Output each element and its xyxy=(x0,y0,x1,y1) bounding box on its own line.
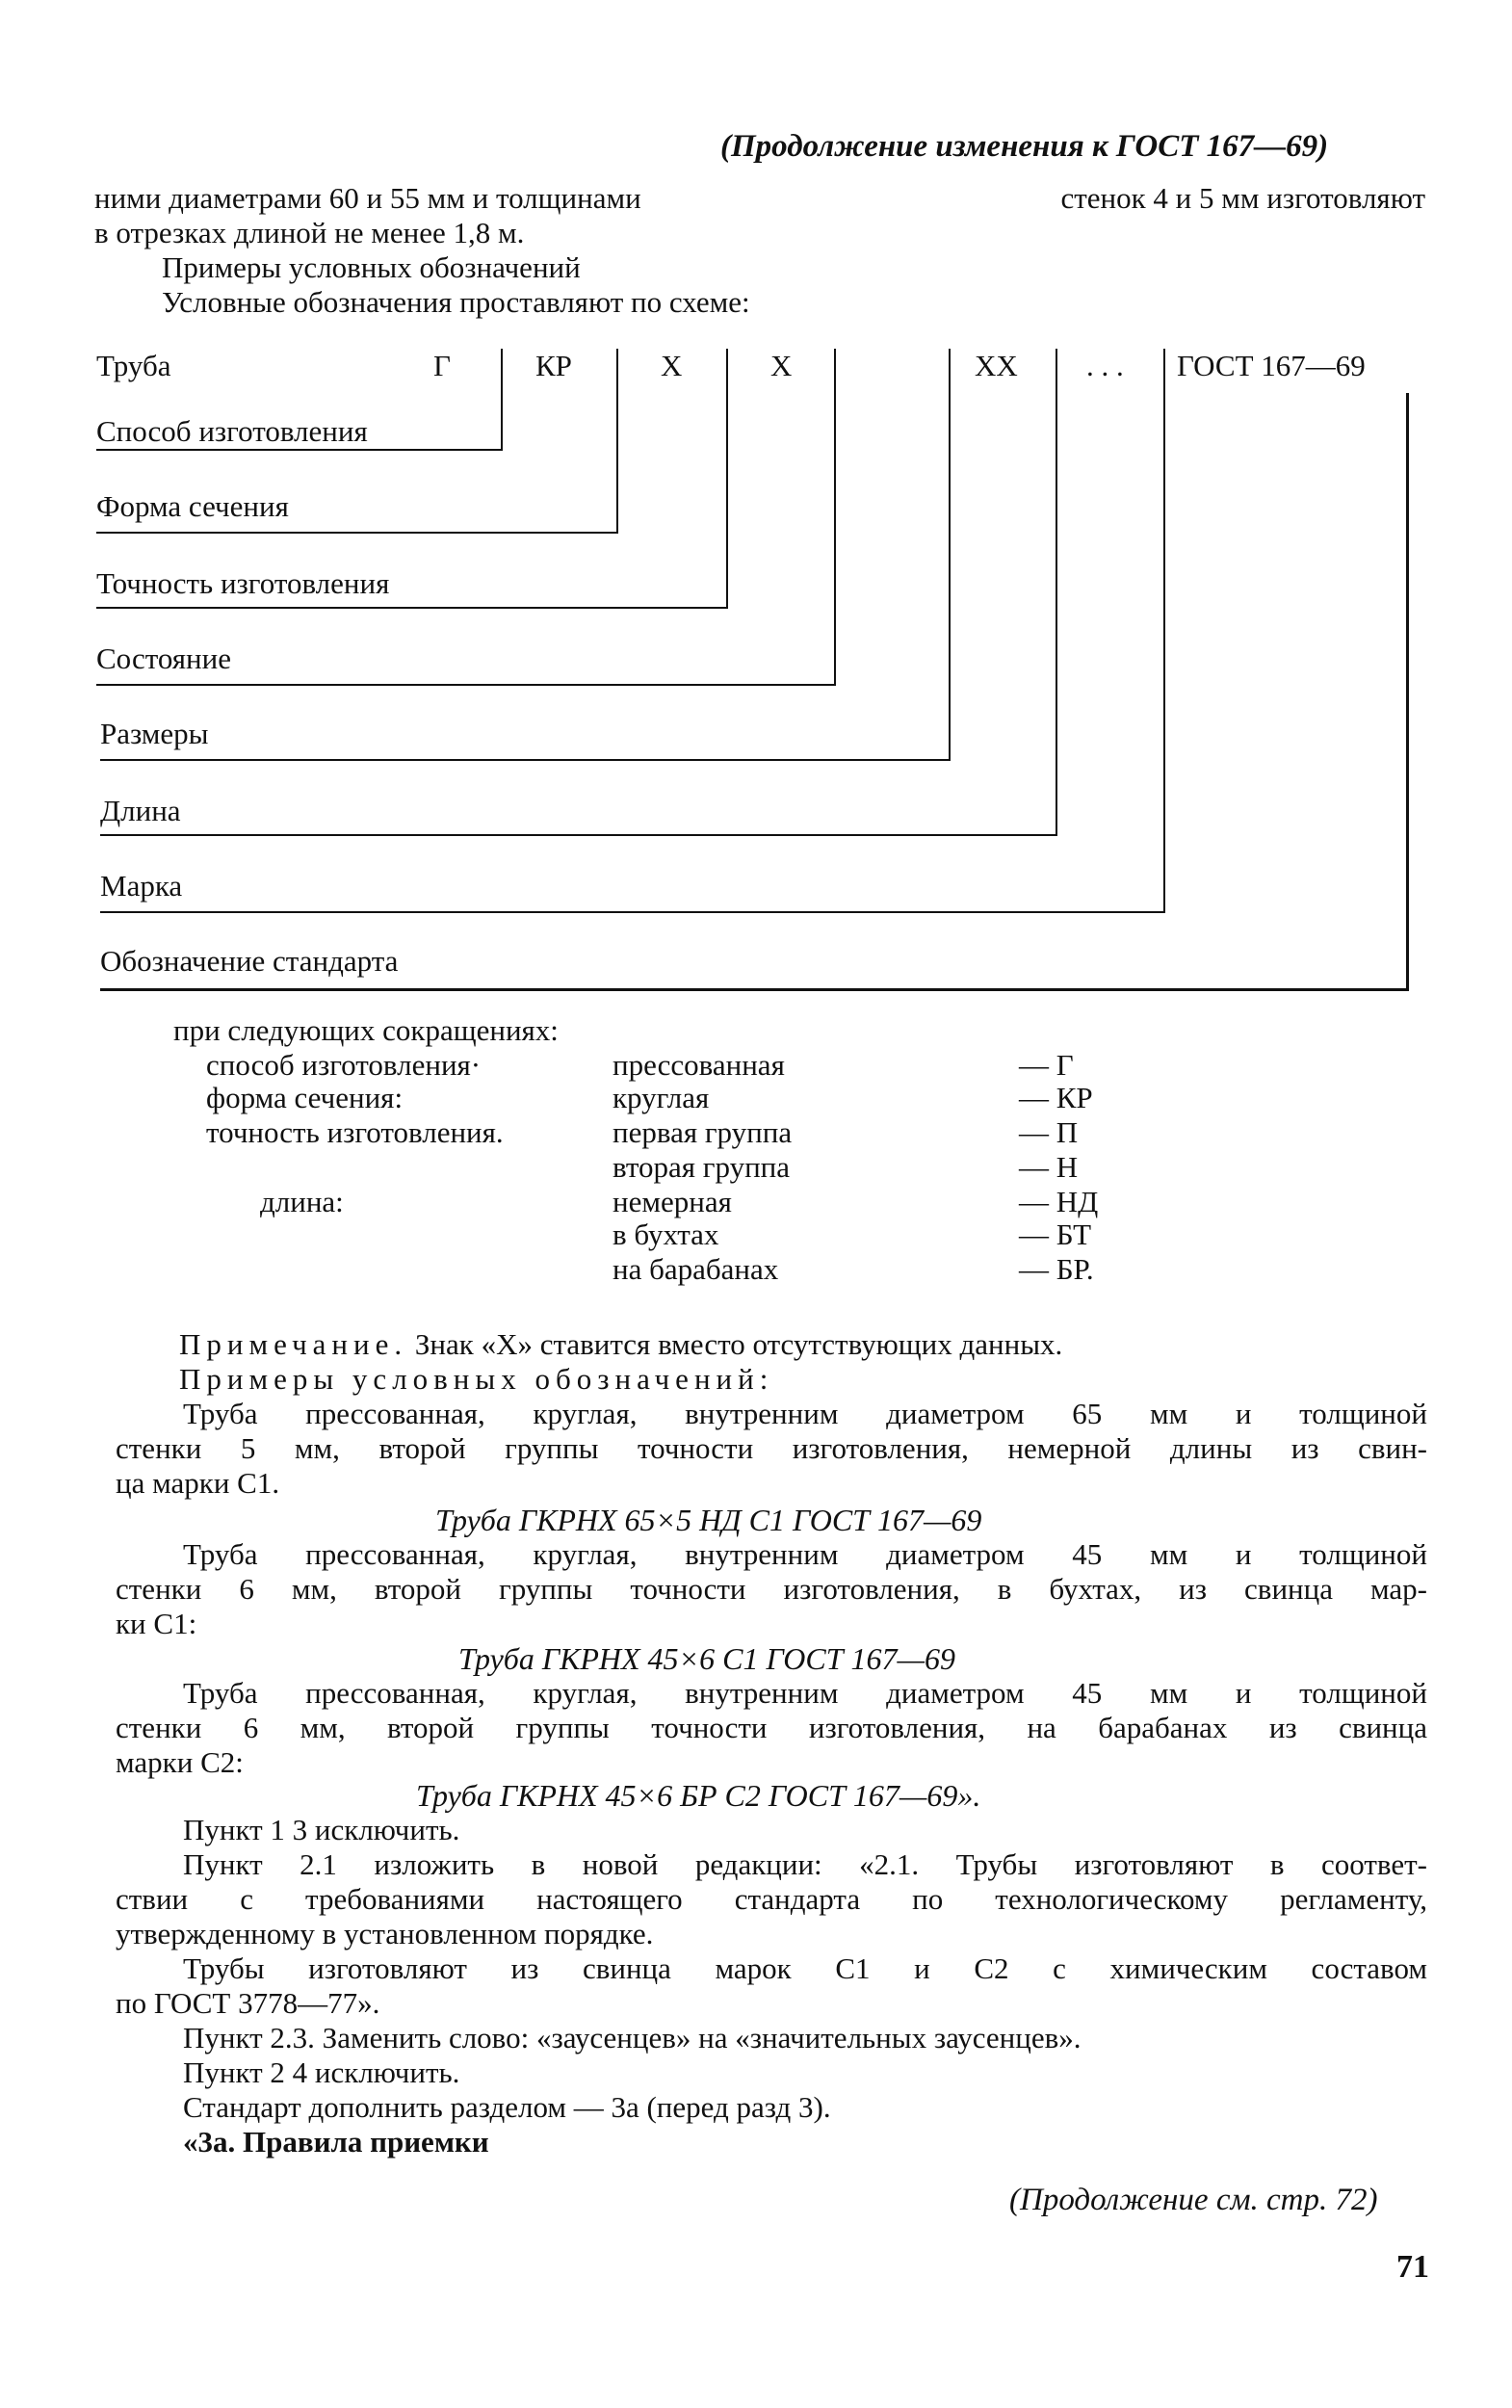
footer-continuation: (Продолжение см. стр. 72) xyxy=(1009,2183,1378,2217)
example-3-text xyxy=(116,1676,1427,1780)
amend-p21-line: ствии с требованиями настоящего стандарта по технологическому регламенту, xyxy=(116,1882,1427,1916)
scheme-vline-3 xyxy=(726,349,728,609)
scheme-code-gost: ГОСТ 167—69 xyxy=(1177,349,1366,382)
abbrev-code-6: — БТ xyxy=(1019,1217,1092,1251)
abbrev-val-1: прессованная xyxy=(613,1048,785,1082)
scheme-underline-7 xyxy=(100,911,1165,913)
intro-line-3: Примеры условных обозначений xyxy=(162,250,581,284)
amend-p13: Пункт 1 3 исключить. xyxy=(183,1813,460,1846)
scheme-pipe-label: Труба xyxy=(96,349,171,382)
abbrev-val-7: на барабанах xyxy=(613,1252,779,1286)
scheme-underline-3 xyxy=(96,607,728,609)
scheme-underline-2 xyxy=(96,532,618,534)
example-3-line: стенки 6 мм, второй группы точности изготовления, на барабанах из свинца xyxy=(116,1711,1427,1744)
abbrev-code-4: — Н xyxy=(1019,1150,1079,1184)
example-1-text xyxy=(116,1397,1427,1501)
example-2-line: Труба прессованная, круглая, внутренним диаметром 45 мм и толщиной xyxy=(183,1537,1427,1571)
intro-line-1a: ними диаметрами 60 и 55 мм и толщинами xyxy=(94,181,641,215)
scheme-underline-1 xyxy=(96,449,503,451)
abbrev-cat-3: точность изготовления. xyxy=(206,1115,504,1149)
amend-p3a: Стандарт дополнить разделом — 3а (перед разд 3). xyxy=(183,2090,831,2124)
scheme-vline-6 xyxy=(1056,349,1057,836)
scheme-underline-5 xyxy=(100,759,951,761)
scheme-vline-1 xyxy=(501,349,503,449)
scheme-vline-7 xyxy=(1163,349,1165,913)
intro-line-4: Условные обозначения проставляют по схеме: xyxy=(162,285,750,319)
scheme-vline-8 xyxy=(1406,393,1409,990)
abbrev-code-1: — Г xyxy=(1019,1048,1074,1082)
abbrev-val-6: в бухтах xyxy=(613,1217,719,1251)
note-text: Знак «X» ставится вместо отсутствующих данных. xyxy=(414,1327,1063,1361)
abbrev-val-4: вторая группа xyxy=(613,1150,791,1184)
amend-p21-line: Пункт 2.1 изложить в новой редакции: «2.1. Трубы изготовляют в соответ- xyxy=(183,1847,1427,1881)
abbrev-intro: при следующих сокращениях: xyxy=(173,1013,559,1047)
note-label: Примечание. xyxy=(179,1327,408,1361)
amend-p21b-line: по ГОСТ 3778—77». xyxy=(116,1986,380,2020)
scheme-row-8: Обозначение стандарта xyxy=(100,944,399,978)
amend-p24: Пункт 2 4 исключить. xyxy=(183,2055,460,2089)
amend-p21-line: утвержденному в установленном порядке. xyxy=(116,1917,654,1950)
abbrev-val-5: немерная xyxy=(613,1185,732,1218)
scheme-vline-5 xyxy=(949,349,951,761)
abbrev-code-2: — КР xyxy=(1019,1081,1093,1114)
abbrev-code-3: — П xyxy=(1019,1115,1079,1149)
amend-p21b-line: Трубы изготовляют из свинца марок С1 и С2 с химическим составом xyxy=(183,1951,1427,1985)
example-2-line: стенки 6 мм, второй группы точности изготовления, в бухтах, из свинца мар- xyxy=(116,1572,1427,1606)
scheme-row-2: Форма сечения xyxy=(96,489,289,523)
example-3-code: Труба ГКРНХ 45×6 БР С2 ГОСТ 167—69». xyxy=(416,1778,981,1813)
abbrev-code-5: — НД xyxy=(1019,1185,1099,1218)
example-3-line: Труба прессованная, круглая, внутренним диаметром 45 мм и толщиной xyxy=(183,1676,1427,1710)
intro-line-1b: стенок 4 и 5 мм изготовляют xyxy=(1060,181,1425,215)
scheme-row-6: Длина xyxy=(100,794,181,827)
scheme-code-xx: XX xyxy=(975,349,1018,382)
examples-title: Примеры условных обозначений: xyxy=(179,1362,774,1396)
abbrev-cat-2: форма сечения: xyxy=(206,1081,404,1114)
abbrev-val-3: первая группа xyxy=(613,1115,793,1149)
scheme-code-x1: X xyxy=(661,349,683,382)
scheme-underline-8 xyxy=(100,988,1409,991)
example-2-line: ки С1: xyxy=(116,1607,197,1640)
example-1-line: стенки 5 мм, второй группы точности изготовления, немерной длины из свин- xyxy=(116,1431,1427,1465)
example-2-text xyxy=(116,1537,1427,1641)
scheme-row-5: Размеры xyxy=(100,717,209,750)
example-1-line: Труба прессованная, круглая, внутренним диаметром 65 мм и толщиной xyxy=(183,1397,1427,1430)
scheme-underline-4 xyxy=(96,684,836,686)
example-1-line: ца марки С1. xyxy=(116,1466,280,1500)
note-line xyxy=(179,1327,1062,1362)
page-number: 71 xyxy=(1396,2249,1429,2285)
scheme-vline-2 xyxy=(616,349,618,534)
scheme-row-4: Состояние xyxy=(96,641,231,675)
header-continuation: (Продолжение изменения к ГОСТ 167—69) xyxy=(720,129,1329,164)
scheme-code-dots: . . . xyxy=(1086,349,1124,382)
scheme-code-g: Г xyxy=(433,349,451,382)
example-1-code: Труба ГКРНХ 65×5 НД С1 ГОСТ 167—69 xyxy=(435,1503,982,1537)
example-3-line: марки С2: xyxy=(116,1745,244,1779)
scheme-vline-4 xyxy=(834,349,836,686)
scheme-underline-6 xyxy=(100,834,1057,836)
scheme-code-x2: X xyxy=(770,349,793,382)
abbrev-val-2: круглая xyxy=(613,1081,710,1114)
abbrev-code-7: — БР. xyxy=(1019,1252,1094,1286)
section-3a-title: «3а. Правила приемки xyxy=(183,2125,489,2159)
scheme-row-1: Способ изготовления xyxy=(96,414,368,448)
scheme-row-7: Марка xyxy=(100,869,183,903)
amend-p23: Пункт 2.3. Заменить слово: «заусенцев» на «значительных заусенцев». xyxy=(183,2021,1082,2055)
abbrev-cat-1: способ изготовления· xyxy=(206,1048,482,1082)
intro-line-2: в отрезках длиной не менее 1,8 м. xyxy=(94,216,525,249)
scheme-code-kr: КР xyxy=(535,349,572,382)
amend-p21 xyxy=(116,1847,1427,1951)
amend-p21b xyxy=(116,1951,1427,2021)
abbrev-cat-5: длина: xyxy=(260,1185,344,1218)
scheme-row-3: Точность изготовления xyxy=(96,566,390,600)
example-2-code: Труба ГКРНХ 45×6 С1 ГОСТ 167—69 xyxy=(458,1641,955,1676)
